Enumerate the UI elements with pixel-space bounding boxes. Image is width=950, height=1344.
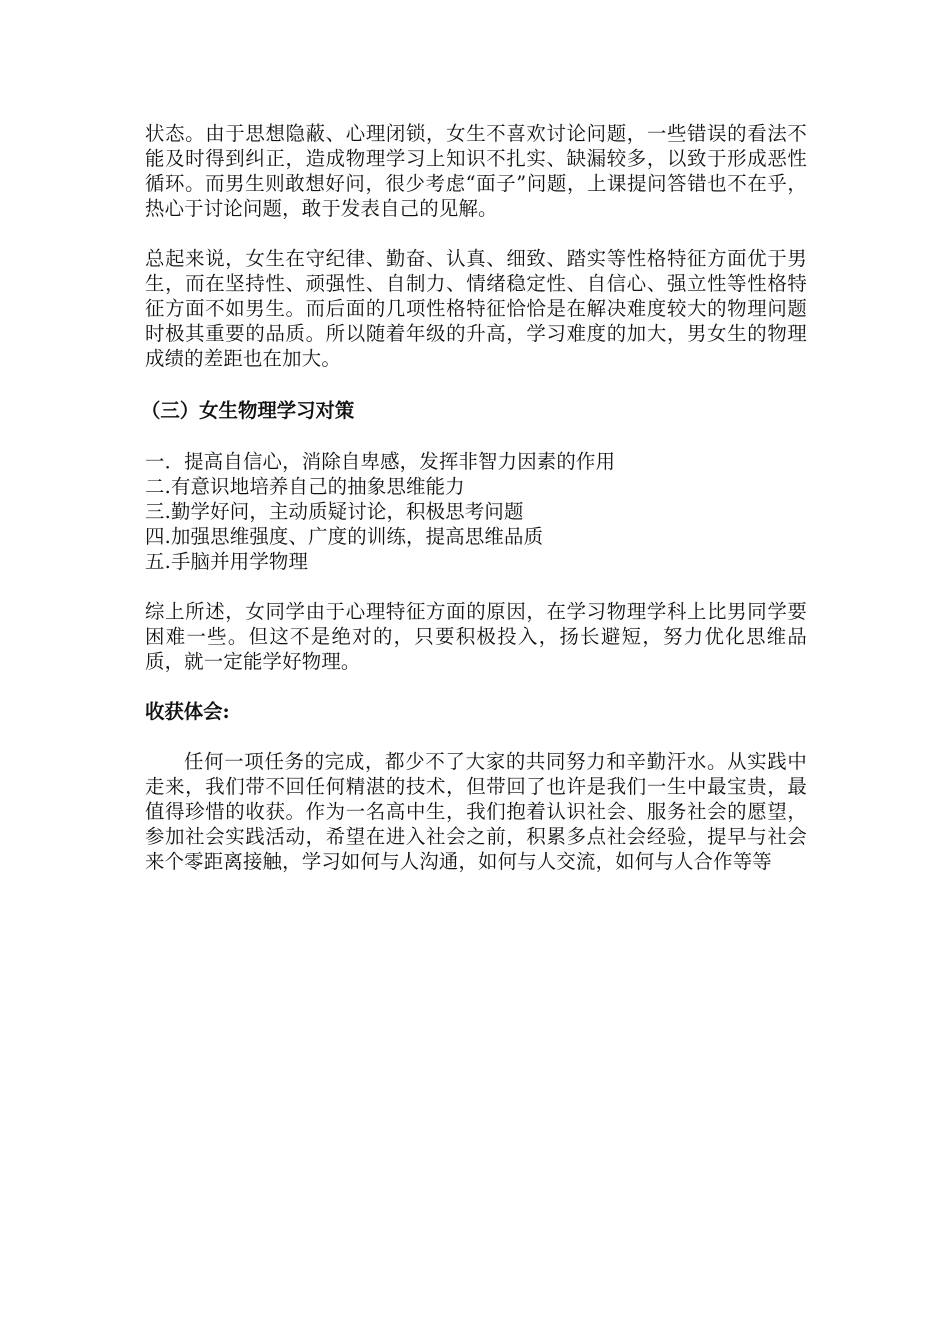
paragraph-conclusion: 综上所述，女同学由于心理特征方面的原因，在学习物理学科上比男同学要困难一些。但这不是绝对的，只要积极投入，扬长避短，努力优化思维品质，就一定能学好物理。	[145, 600, 807, 673]
list-item: 一．提高自信心，消除自卑感，发挥非智力因素的作用	[145, 450, 616, 473]
list-item: 二.有意识地培养自己的抽象思维能力	[145, 475, 465, 498]
document-page	[141, 121, 807, 874]
paragraph-reflection: 任何一项任务的完成，都少不了大家的共同努力和辛勤汗水。从实践中走来，我们带不回任何精湛的技术，但带回了也许是我们一生中最宝贵，最值得珍惜的收获。作为一名高中生，我们抱着认识社会、服务社会的愿望，参加社会实践活动，希望在进入社会之前，积累多点社会经验，提早与社会来个零距离接触，学习如何与人沟通，如何与人交流，如何与人合作等等	[145, 750, 807, 873]
section-heading: （三）女生物理学习对策	[141, 399, 355, 422]
list-item: 五.手脑并用学物理	[145, 550, 309, 573]
paragraph-summary: 总起来说，女生在守纪律、勤奋、认真、细致、踏实等性格特征方面优于男生，而在坚持性、顽强性、自制力、情绪稳定性、自信心、强立性等性格特征方面不如男生。而后面的几项性格特征恰恰是在解决难度较大的物理问题时极其重要的品质。所以随着年级的升高，学习难度的加大，男女生的物理成绩的差距也在加大。	[145, 247, 807, 370]
strategy-list	[145, 449, 807, 574]
reflection-heading: 收获体会:	[145, 700, 230, 723]
paragraph-psychology: 状态。由于思想隐蔽、心理闭锁，女生不喜欢讨论问题，一些错误的看法不能及时得到纠正，造成物理学习上知识不扎实、缺漏较多，以致于形成恶性循环。而男生则敢想好问，很少考虑“面子”问题，上课提问答错也不在乎，热心于讨论问题，敢于发表自己的见解。	[145, 122, 807, 220]
list-item: 四.加强思维强度、广度的训练，提高思维品质	[145, 525, 544, 548]
list-item: 三.勤学好问，主动质疑讨论，积极思考问题	[145, 500, 524, 523]
